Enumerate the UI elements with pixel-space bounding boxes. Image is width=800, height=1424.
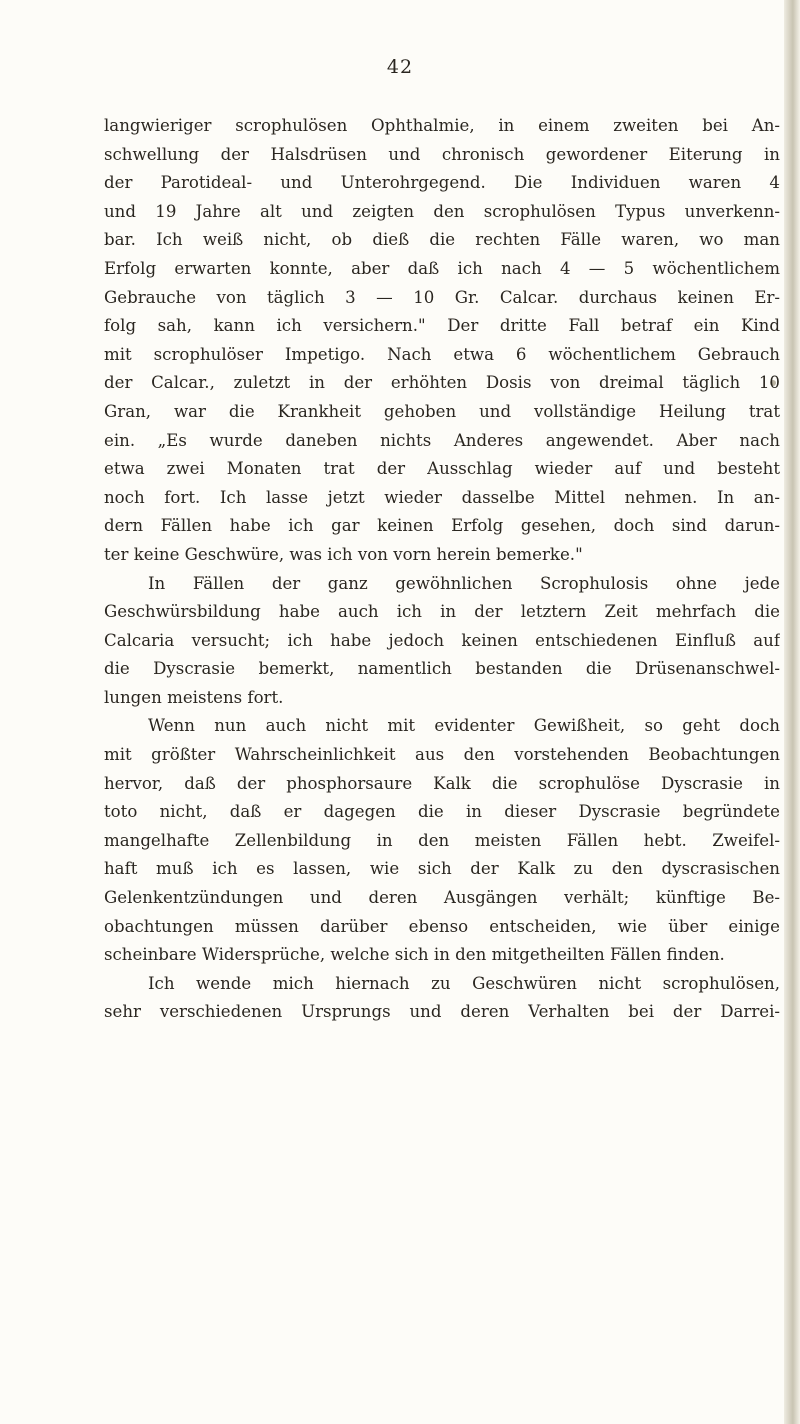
paragraph-first-line: In Fällen der ganz gewöhnlichen Scrophulosis ohne jede <box>148 573 780 593</box>
text-line: noch fort. Ich lasse jetzt wieder dasselbe Mittel nehmen. In an- <box>104 487 780 507</box>
text-line: Geschwürsbildung habe auch ich in der letztern Zeit mehrfach die <box>104 602 780 622</box>
paragraph-first-line: Wenn nun auch nicht mit evidenter Gewißheit, so geht doch <box>148 716 780 736</box>
text-line: ter keine Geschwüre, was ich von vorn herein bemerke." <box>104 544 583 564</box>
text-line: Calcaria versucht; ich habe jedoch keinen entschiedenen Einfluß auf <box>104 630 780 650</box>
text-line: haft muß ich es lassen, wie sich der Kalk zu den dyscrasischen <box>104 859 780 879</box>
page-edge <box>784 0 800 1424</box>
text-line: Gebrauche von täglich 3 — 10 Gr. Calcar. durchaus keinen Er- <box>104 287 780 307</box>
text-line: bar. Ich weiß nicht, ob dieß die rechten Fälle waren, wo man <box>104 230 780 250</box>
body-text <box>104 112 780 1027</box>
text-line: und 19 Jahre alt und zeigten den scrophulösen Typus unverkenn- <box>104 201 780 221</box>
text-line: folg sah, kann ich versichern." Der dritte Fall betraf ein Kind <box>104 316 780 336</box>
text-line: der Calcar., zuletzt in der erhöhten Dosis von dreimal täglich 10 <box>104 373 780 393</box>
text-line: Gran, war die Krankheit gehoben und vollständige Heilung trat <box>104 401 780 421</box>
text-line: hervor, daß der phosphorsaure Kalk die scrophulöse Dyscrasie in <box>104 773 780 793</box>
text-line: mangelhafte Zellenbildung in den meisten Fällen hebt. Zweifel- <box>104 830 780 850</box>
text-line: schwellung der Halsdrüsen und chronisch gewordener Eiterung in <box>104 144 780 164</box>
text-line: etwa zwei Monaten trat der Ausschlag wieder auf und besteht <box>104 459 780 479</box>
text-line: lungen meistens fort. <box>104 687 284 707</box>
text-line: die Dyscrasie bemerkt, namentlich bestanden die Drüsenanschwel- <box>104 659 780 679</box>
text-line: der Parotideal- und Unterohrgegend. Die Individuen waren 4 <box>104 173 780 193</box>
text-line: dern Fällen habe ich gar keinen Erfolg gesehen, doch sind darun- <box>104 516 780 536</box>
text-line: scheinbare Widersprüche, welche sich in den mitgetheilten Fällen finden. <box>104 945 725 965</box>
text-line: Erfolg erwarten konnte, aber daß ich nach 4 — 5 wöchentlichem <box>104 258 780 278</box>
page-number: 42 <box>386 56 414 78</box>
text-line: sehr verschiedenen Ursprungs und deren Verhalten bei der Darrei- <box>104 1002 780 1022</box>
text-line: toto nicht, daß er dagegen die in dieser Dyscrasie begründete <box>104 802 780 822</box>
text-line: mit scrophulöser Impetigo. Nach etwa 6 wöchentlichem Gebrauch <box>104 344 780 364</box>
text-line: Gelenkentzündungen und deren Ausgängen verhält; künftige Be- <box>104 888 780 908</box>
text-line: mit größter Wahrscheinlichkeit aus den vorstehenden Beobachtungen <box>104 745 780 765</box>
text-line: obachtungen müssen darüber ebenso entscheiden, wie über einige <box>104 916 780 936</box>
text-line: ein. „Es wurde daneben nichts Anderes angewendet. Aber nach <box>104 430 780 450</box>
text-line: langwieriger scrophulösen Ophthalmie, in einem zweiten bei An- <box>104 116 780 135</box>
paragraph-first-line: Ich wende mich hiernach zu Geschwüren nicht scrophulösen, <box>148 973 780 993</box>
